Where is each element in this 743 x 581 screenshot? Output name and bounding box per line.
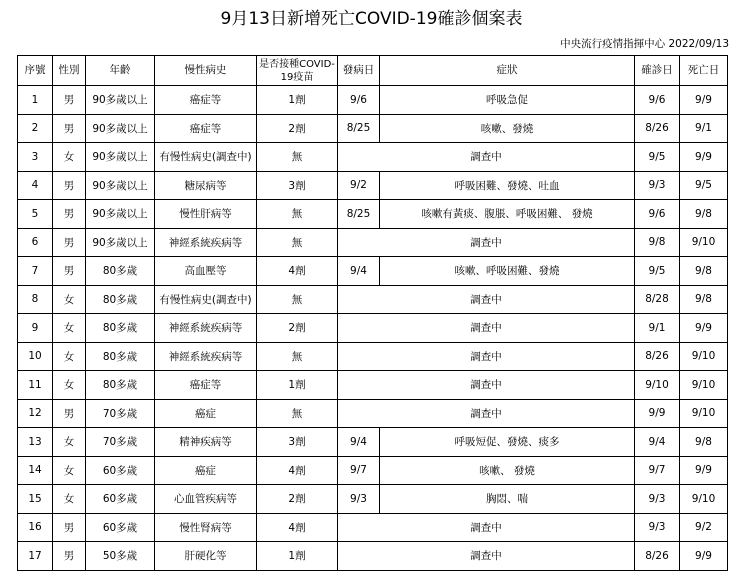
cell-sex: 男 (53, 542, 86, 571)
cell-death: 9/8 (680, 200, 728, 229)
cell-age: 60多歲 (86, 456, 155, 485)
cell-sex: 男 (53, 200, 86, 229)
cell-death: 9/9 (680, 314, 728, 343)
cell-no: 11 (18, 371, 53, 400)
cell-confirmed: 9/3 (635, 513, 680, 542)
cell-age: 80多歲 (86, 371, 155, 400)
cell-sex: 女 (53, 428, 86, 457)
cell-no: 17 (18, 542, 53, 571)
cell-symptoms: 呼吸困難、發燒、吐血 (380, 171, 635, 200)
cell-age: 60多歲 (86, 485, 155, 514)
cell-chronic-disease: 精神疾病等 (155, 428, 257, 457)
cell-death: 9/8 (680, 257, 728, 286)
cell-vaccine: 3劑 (257, 171, 338, 200)
cell-chronic-disease: 神經系統疾病等 (155, 314, 257, 343)
cell-sex: 女 (53, 143, 86, 172)
cell-symptoms: 呼吸短促、發燒、痰多 (380, 428, 635, 457)
table-header-row (18, 56, 728, 86)
cell-death: 9/2 (680, 513, 728, 542)
cell-no: 13 (18, 428, 53, 457)
cell-confirmed: 8/26 (635, 342, 680, 371)
cell-age: 80多歲 (86, 342, 155, 371)
cell-death: 9/9 (680, 143, 728, 172)
cell-chronic-disease: 癌症等 (155, 114, 257, 143)
cell-confirmed: 9/5 (635, 257, 680, 286)
cell-age: 90多歲以上 (86, 114, 155, 143)
cell-confirmed: 9/8 (635, 228, 680, 257)
cell-sex: 女 (53, 371, 86, 400)
cell-chronic-disease: 有慢性病史(調查中) (155, 143, 257, 172)
cell-onset: 9/2 (338, 171, 380, 200)
header-onset: 發病日 (338, 56, 380, 86)
death-cases-table (17, 55, 728, 571)
cell-age: 50多歲 (86, 542, 155, 571)
cell-no: 1 (18, 86, 53, 115)
header-age: 年齡 (86, 56, 155, 86)
cell-no: 8 (18, 285, 53, 314)
cell-age: 90多歲以上 (86, 171, 155, 200)
table-row (18, 371, 728, 400)
table-row (18, 542, 728, 571)
cell-vaccine: 無 (257, 342, 338, 371)
cell-sex: 男 (53, 171, 86, 200)
cell-vaccine: 4劑 (257, 257, 338, 286)
cell-no: 15 (18, 485, 53, 514)
cell-vaccine: 1劑 (257, 542, 338, 571)
table-row (18, 285, 728, 314)
cell-onset: 9/4 (338, 257, 380, 286)
table-row (18, 143, 728, 172)
cell-sex: 女 (53, 485, 86, 514)
table-row (18, 428, 728, 457)
cell-confirmed: 9/1 (635, 314, 680, 343)
cell-vaccine: 2劑 (257, 314, 338, 343)
table-row (18, 513, 728, 542)
table-row (18, 200, 728, 229)
cell-symptoms: 調查中 (338, 342, 635, 371)
cell-vaccine: 無 (257, 399, 338, 428)
cell-death: 9/10 (680, 371, 728, 400)
cell-symptoms: 調查中 (338, 285, 635, 314)
cell-age: 80多歲 (86, 257, 155, 286)
cell-confirmed: 9/5 (635, 143, 680, 172)
cell-chronic-disease: 高血壓等 (155, 257, 257, 286)
cell-symptoms: 咳嗽、呼吸困難、發燒 (380, 257, 635, 286)
header-sex: 性別 (53, 56, 86, 86)
cell-confirmed: 8/26 (635, 542, 680, 571)
cell-no: 16 (18, 513, 53, 542)
header-death: 死亡日 (680, 56, 728, 86)
cell-chronic-disease: 糖尿病等 (155, 171, 257, 200)
cell-chronic-disease: 慢性腎病等 (155, 513, 257, 542)
cell-age: 70多歲 (86, 428, 155, 457)
cell-sex: 男 (53, 86, 86, 115)
cell-onset: 9/3 (338, 485, 380, 514)
cell-death: 9/10 (680, 399, 728, 428)
issuer-date-line: 中央流行疫情指揮中心 2022/09/13 (560, 38, 729, 50)
cell-death: 9/8 (680, 285, 728, 314)
cell-vaccine: 無 (257, 228, 338, 257)
header-vaccine: 是否接種COVID-19疫苗 (257, 56, 338, 86)
cell-symptoms: 調查中 (338, 399, 635, 428)
cell-sex: 男 (53, 228, 86, 257)
cell-sex: 女 (53, 314, 86, 343)
cell-confirmed: 8/28 (635, 285, 680, 314)
cell-age: 70多歲 (86, 399, 155, 428)
cell-death: 9/8 (680, 428, 728, 457)
cell-no: 10 (18, 342, 53, 371)
cell-sex: 男 (53, 399, 86, 428)
header-no: 序號 (18, 56, 53, 86)
cell-sex: 男 (53, 257, 86, 286)
cell-no: 7 (18, 257, 53, 286)
cell-chronic-disease: 神經系統疾病等 (155, 342, 257, 371)
page-title: 9月13日新增死亡COVID-19確診個案表 (220, 9, 523, 29)
cell-vaccine: 1劑 (257, 86, 338, 115)
cell-chronic-disease: 心血管疾病等 (155, 485, 257, 514)
cell-no: 4 (18, 171, 53, 200)
cell-chronic-disease: 肝硬化等 (155, 542, 257, 571)
cell-symptoms: 調查中 (338, 228, 635, 257)
cell-vaccine: 無 (257, 285, 338, 314)
cell-symptoms: 呼吸急促 (380, 86, 635, 115)
cell-chronic-disease: 慢性肝病等 (155, 200, 257, 229)
cell-no: 6 (18, 228, 53, 257)
cell-sex: 女 (53, 456, 86, 485)
cell-symptoms: 胸悶、喘 (380, 485, 635, 514)
cell-death: 9/5 (680, 171, 728, 200)
cell-age: 90多歲以上 (86, 228, 155, 257)
cell-symptoms: 咳嗽、發燒 (380, 114, 635, 143)
cell-onset: 8/25 (338, 114, 380, 143)
cell-sex: 男 (53, 513, 86, 542)
cell-confirmed: 9/9 (635, 399, 680, 428)
cell-symptoms: 調查中 (338, 542, 635, 571)
header-symptoms: 症狀 (380, 56, 635, 86)
cell-no: 14 (18, 456, 53, 485)
cell-symptoms: 調查中 (338, 143, 635, 172)
cell-confirmed: 9/3 (635, 171, 680, 200)
cell-age: 80多歲 (86, 285, 155, 314)
cell-death: 9/10 (680, 228, 728, 257)
cell-age: 80多歲 (86, 314, 155, 343)
cell-no: 9 (18, 314, 53, 343)
table-body (18, 86, 728, 571)
cell-death: 9/10 (680, 342, 728, 371)
cell-symptoms: 咳嗽有黃痰、腹脹、呼吸困難、 發燒 (380, 200, 635, 229)
cell-confirmed: 9/10 (635, 371, 680, 400)
cell-chronic-disease: 神經系統疾病等 (155, 228, 257, 257)
table-row (18, 314, 728, 343)
cell-confirmed: 9/6 (635, 200, 680, 229)
cell-death: 9/10 (680, 485, 728, 514)
cell-onset: 9/4 (338, 428, 380, 457)
cell-onset: 9/7 (338, 456, 380, 485)
cell-confirmed: 8/26 (635, 114, 680, 143)
cell-vaccine: 無 (257, 200, 338, 229)
cell-symptoms: 調查中 (338, 371, 635, 400)
table-row (18, 86, 728, 115)
cell-onset: 9/6 (338, 86, 380, 115)
cell-vaccine: 3劑 (257, 428, 338, 457)
table-row (18, 456, 728, 485)
cell-age: 90多歲以上 (86, 200, 155, 229)
table-row (18, 171, 728, 200)
header-chronic-disease: 慢性病史 (155, 56, 257, 86)
cell-death: 9/9 (680, 456, 728, 485)
cell-no: 2 (18, 114, 53, 143)
cell-no: 5 (18, 200, 53, 229)
cell-no: 12 (18, 399, 53, 428)
cell-vaccine: 1劑 (257, 371, 338, 400)
cell-onset: 8/25 (338, 200, 380, 229)
cell-chronic-disease: 癌症 (155, 399, 257, 428)
cell-age: 90多歲以上 (86, 86, 155, 115)
table-row (18, 485, 728, 514)
cell-death: 9/9 (680, 542, 728, 571)
cell-sex: 女 (53, 342, 86, 371)
cell-vaccine: 2劑 (257, 114, 338, 143)
cell-age: 90多歲以上 (86, 143, 155, 172)
header-confirmed: 確診日 (635, 56, 680, 86)
cell-vaccine: 4劑 (257, 456, 338, 485)
cell-age: 60多歲 (86, 513, 155, 542)
cell-confirmed: 9/3 (635, 485, 680, 514)
cell-vaccine: 2劑 (257, 485, 338, 514)
table-row (18, 228, 728, 257)
cell-chronic-disease: 有慢性病史(調查中) (155, 285, 257, 314)
cell-confirmed: 9/6 (635, 86, 680, 115)
cell-death: 9/9 (680, 86, 728, 115)
cell-chronic-disease: 癌症等 (155, 371, 257, 400)
cell-confirmed: 9/4 (635, 428, 680, 457)
table-row (18, 257, 728, 286)
cell-confirmed: 9/7 (635, 456, 680, 485)
cell-chronic-disease: 癌症等 (155, 86, 257, 115)
cell-chronic-disease: 癌症 (155, 456, 257, 485)
table-row (18, 399, 728, 428)
cell-symptoms: 調查中 (338, 314, 635, 343)
cell-symptoms: 咳嗽、 發燒 (380, 456, 635, 485)
cell-sex: 女 (53, 285, 86, 314)
cell-vaccine: 無 (257, 143, 338, 172)
cell-sex: 男 (53, 114, 86, 143)
table-row (18, 342, 728, 371)
cell-vaccine: 4劑 (257, 513, 338, 542)
cell-no: 3 (18, 143, 53, 172)
cell-death: 9/1 (680, 114, 728, 143)
cell-symptoms: 調查中 (338, 513, 635, 542)
table-row (18, 114, 728, 143)
